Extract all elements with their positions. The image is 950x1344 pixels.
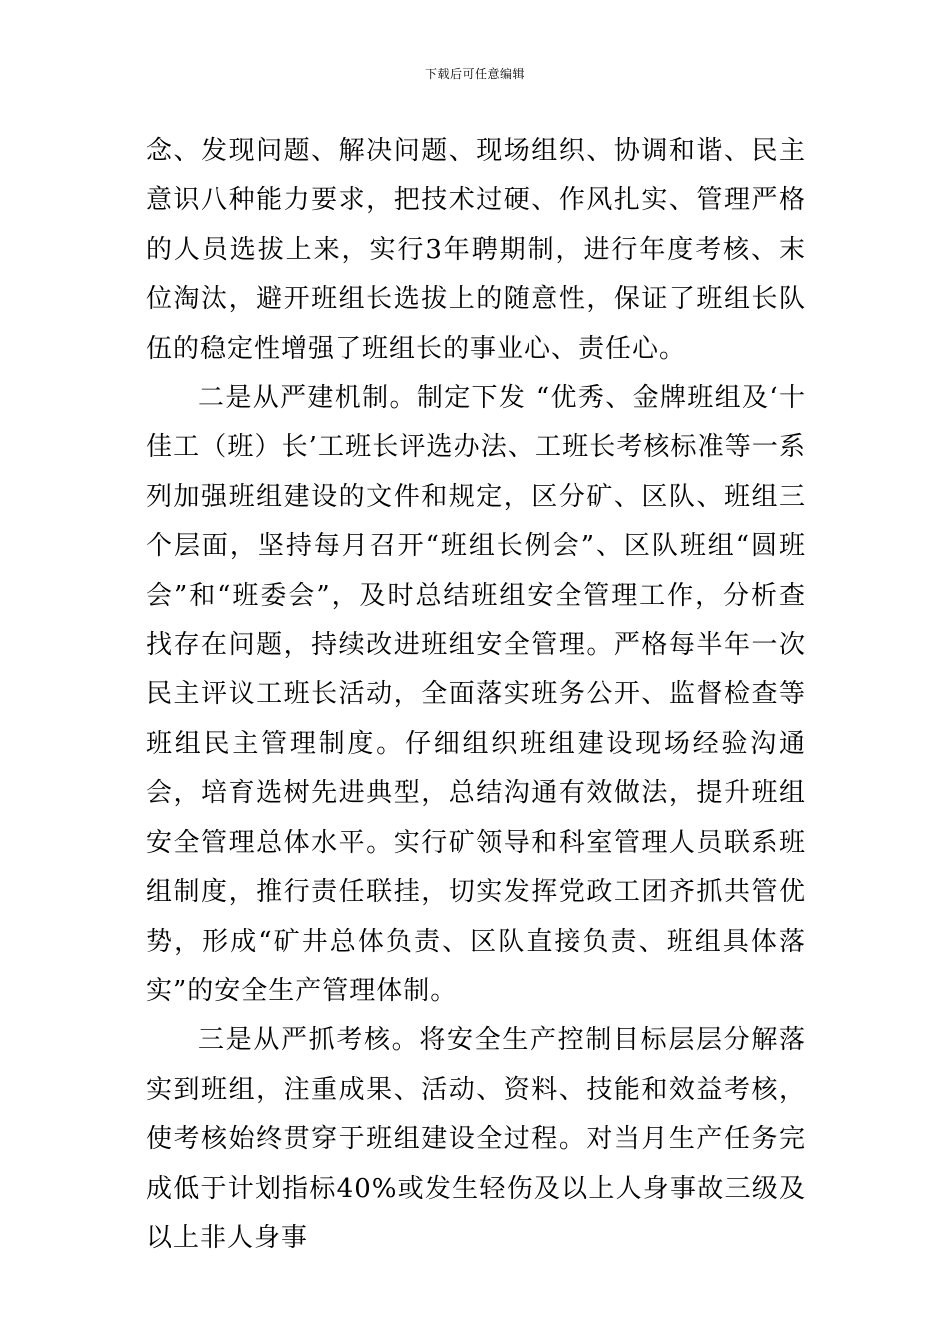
paragraph-mechanism: 二是从严建机制。制定下发 “优秀、金牌班组及‘十佳工（班）长’工班长评选办法、工班长考核标准等一系列加强班组建设的文件和规定，区分矿、区队、班组三个层面，坚持每月召开“班组长例会”、区队班组“圆班会”和“班委会”，及时总结班组安全管理工作，分析查找存在问题，持续改进班组安全管理。严格每半年一次民主评议工班长活动，全面落实班务公开、监督检查等班组民主管理制度。仔细组织班组建设现场经验沟通会，培育选树先进典型，总结沟通有效做法，提升班组安全管理总体水平。实行矿领导和科室管理人员联系班组制度，推行责任联挂，切实发挥党政工团齐抓共管优势，形成“矿井总体负责、区队直接负责、班组具体落实”的安全生产管理体制。 [146,383,806,1006]
document-body [146,127,806,1263]
paragraph-continuation: 念、发现问题、解决问题、现场组织、协调和谐、民主意识八种能力要求，把技术过硬、作风扎实、管理严格的人员选拔上来，实行3年聘期制，进行年度考核、末位淘汰，避开班组长选拔上的随意性，保证了班组长队伍的稳定性增强了班组长的事业心、责任心。 [146,136,806,364]
paragraph-assessment: 三是从严抓考核。将安全生产控制目标层层分解落实到班组，注重成果、活动、资料、技能和效益考核，使考核始终贯穿于班组建设全过程。对当月生产任务完成低于计划指标40%或发生轻伤及以上人身事故三级及以上非人身事 [146,1025,806,1253]
download-note-header: 下载后可任意编辑 [424,67,525,81]
